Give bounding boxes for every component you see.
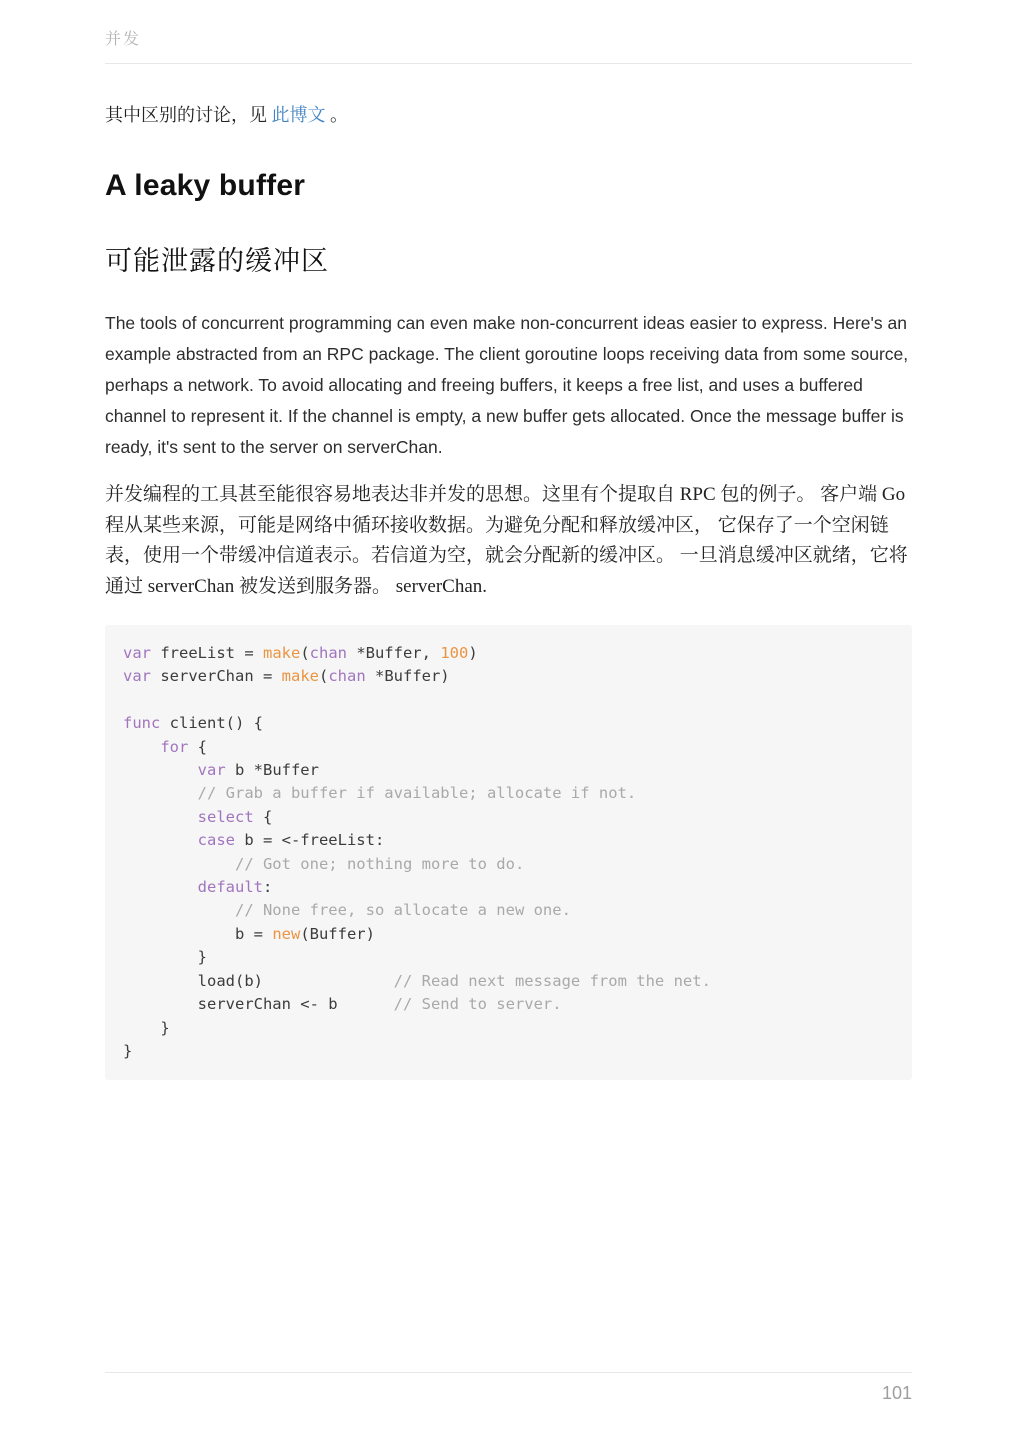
header-divider	[105, 63, 912, 64]
intro-text-before: 其中区别的讨论，见	[105, 105, 272, 125]
intro-paragraph	[105, 101, 912, 127]
paragraph-chinese: 并发编程的工具甚至能很容易地表达非并发的思想。这里有个提取自 RPC 包的例子。 客户端 Go 程从某些来源，可能是网络中循环接收数据。为避免分配和释放缓冲区， 它保存了一个空闲链表，使用一个带缓冲信道表示。若信道为空，就会分配新的缓冲区。 一旦消息缓冲区就绪，它将通过 serverChan 被发送到服务器。 serverChan.	[105, 484, 908, 597]
page-number: 101	[881, 1383, 912, 1403]
section-title-chinese: 可能泄露的缓冲区	[105, 246, 329, 276]
page-content	[105, 0, 912, 1080]
breadcrumb: 并发	[105, 31, 142, 48]
blog-post-link[interactable]: 此博文	[271, 105, 326, 125]
section-title-english: A leaky buffer	[105, 169, 306, 202]
intro-text-after: 。	[325, 105, 348, 125]
paragraph-english: The tools of concurrent programming can even make non-concurrent ideas easier to express. Here's an example abstracted from an RPC package. The client goroutine loops receiving data from some source, perhaps a network. To avoid allocating and freeing buffers, it keeps a free list, and uses a buffered channel to represent it. If the channel is empty, a new buffer gets allocated. Once the message buffer is ready, it's sent to the server on serverChan.	[105, 313, 909, 457]
code-block	[105, 625, 912, 1080]
footer-divider	[105, 1372, 912, 1373]
code-content: var freeList = make(chan *Buffer, 100) var serverChan = make(chan *Buffer) func client() { for { var b *Buffer // Grab a buffer if available; allocate if not. select { case b = <-freeList: // Got one; nothing more to do. default: // None free, so allocate a new one. b = new(Buffer) } load(b) // Read next message from the net. serverChan <- b // Send to server. } }	[123, 644, 711, 1060]
